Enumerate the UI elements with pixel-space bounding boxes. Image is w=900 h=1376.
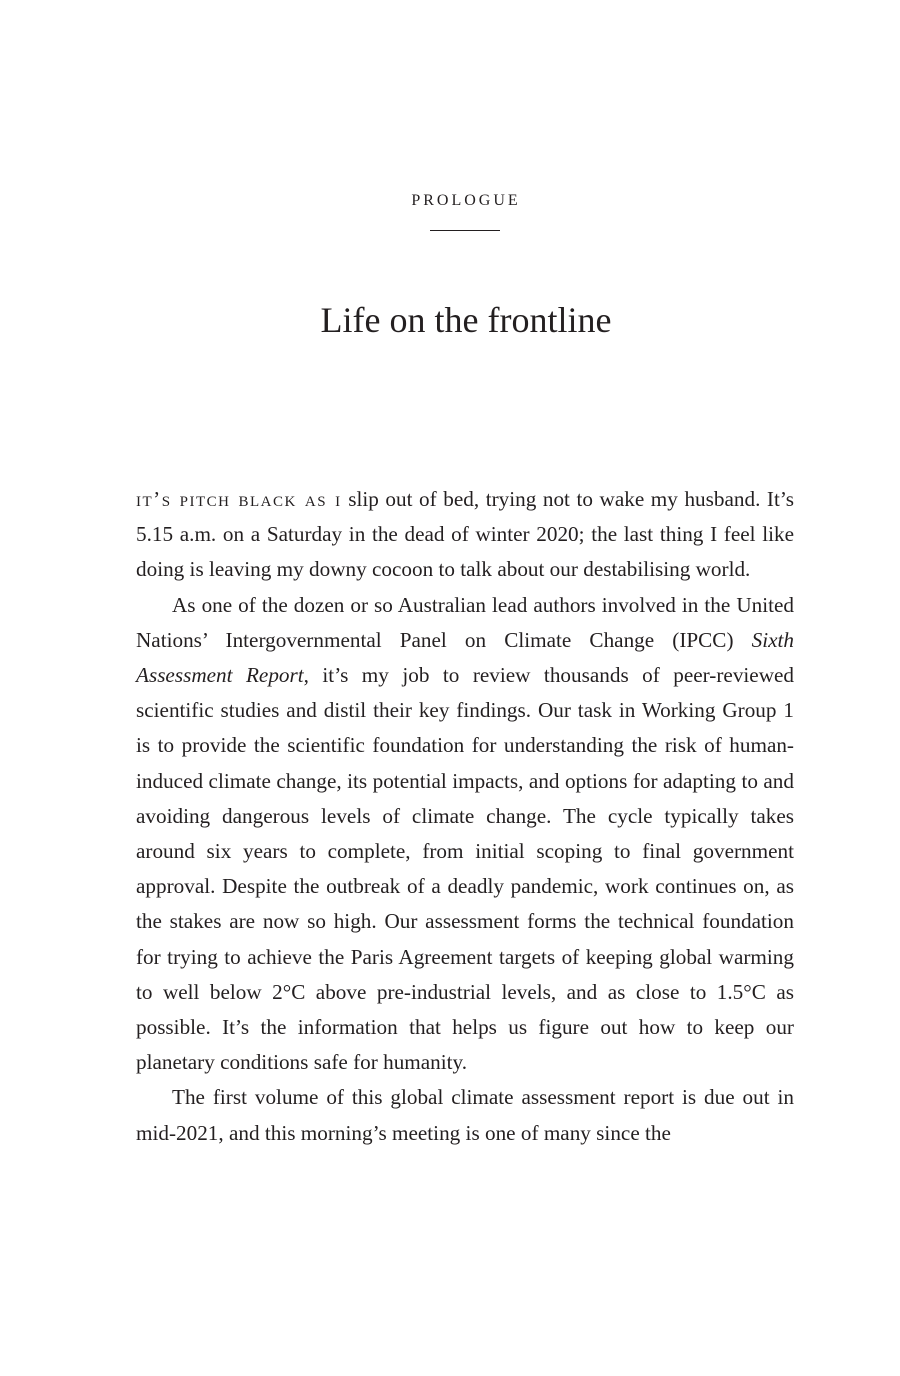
paragraph-1-text: slip out of bed, trying not to wake my husband. It’s 5.15 a.m. on a Saturday in the dead of winter 2020; the last thing I feel like doing is leaving my downy cocoon to talk about our destabilising world.	[136, 487, 794, 582]
paragraph-2-text-start: As one of the dozen or so Australian lead authors involved in the United Nations’ Intergovernmental Panel on Climate Change (IPCC)	[136, 592, 794, 652]
paragraph-1	[136, 482, 794, 588]
paragraph-3: The first volume of this global climate assessment report is due out in mid-2021, and this morning’s meeting is one of many since the	[136, 1085, 794, 1145]
body-text	[136, 482, 794, 1151]
opening-small-caps: it’s pitch black as i	[136, 487, 342, 511]
paragraph-2	[136, 588, 794, 1081]
chapter-divider	[430, 230, 500, 231]
chapter-title: Life on the frontline	[320, 300, 612, 340]
report-title: Sixth Assessment Report	[136, 627, 794, 688]
paragraph-2-text-end: , it’s my job to review thousands of peer-reviewed scientific studies and distil their key findings. Our task in Working Group 1 is to provide the scientific foundation for understanding the risk of human-induced climate change, its potential impacts, and options for adapting to and avoiding dangerous levels of climate change. The cycle typically takes around six years to complete, from initial scoping to final government approval. Despite the outbreak of a deadly pandemic, work continues on, as the stakes are now so high. Our assessment forms the technical foundation for trying to achieve the Paris Agreement targets of keeping global warming to well below 2°C above pre-industrial levels, and as close to 1.5°C as possible. It’s the information that helps us figure out how to keep our planetary conditions safe for humanity.	[136, 663, 794, 1075]
chapter-label: PROLOGUE	[411, 192, 521, 209]
